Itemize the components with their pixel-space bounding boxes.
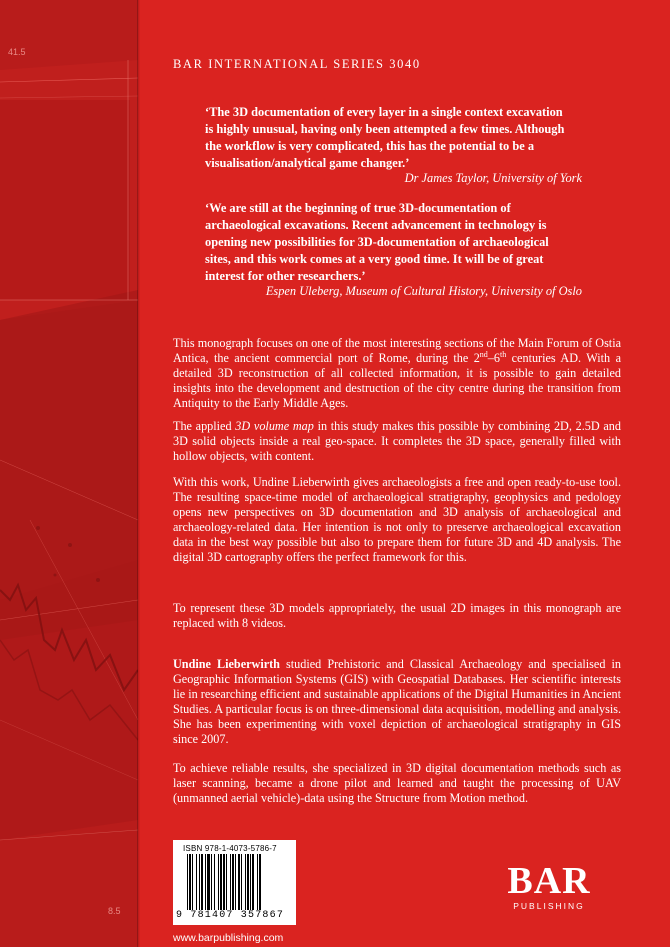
- cover-image-strip: [0, 0, 138, 947]
- paragraph-text: To achieve reliable results, she specialized in 3D digital documentation methods such as laser scanning, became a drone pilot and learned and taught the processing of UAV (unmanned aerial vehicle)-data using the Structure from Motion method.: [173, 761, 621, 806]
- quote-2-attribution: Espen Uleberg, Museum of Cultural History, University of Oslo: [265, 284, 582, 298]
- barcode-icon: [187, 854, 291, 910]
- quote-line: archaeological excavations. Recent advancement in technology is: [205, 218, 547, 232]
- paragraph-text: in this study makes this possible by combining 2D, 2.5D and 3D solid objects inside a real geo-space. It completes the 3D space, generally filled with hollow objects, with content.: [173, 419, 621, 464]
- paragraph-text: –6: [487, 351, 500, 366]
- paragraph-4: [173, 601, 621, 631]
- strip-label-top: 41.5: [8, 47, 26, 57]
- paragraph-text: To represent these 3D models appropriately, the usual 2D images in this monograph are replaced with 8 videos.: [173, 601, 621, 631]
- paragraph-text: centuries AD. With a detailed 3D reconstruction of all collected information, it is possible to gain detailed insights into the development and destruction of the city centre during the transition from Antiquity to the Early Middle Ages.: [173, 351, 621, 411]
- quote-1: [205, 104, 615, 172]
- paragraph-3: [173, 475, 621, 566]
- series-title: BAR INTERNATIONAL SERIES 3040: [173, 57, 421, 71]
- quote-line: is highly unusual, having only been attempted a few times. Although: [205, 122, 565, 136]
- emphasis-term: 3D volume map: [235, 419, 314, 433]
- stratigraphy-visualisation: [0, 0, 138, 947]
- paragraph-2: [173, 419, 621, 464]
- paragraph-6: [173, 761, 621, 806]
- paragraph-text: With this work, Undine Lieberwirth gives archaeologists a free and open ready-to-use tool. The resulting space-time model of archaeological stratigraphy, geophysics and pedology opens new perspectives on 3D documentation and 3D analysis of archaeological and archaeology-related data. Her intention is not only to preserve archaeological excavation data in the best way possible but also to prepare them for future 3D and 4D analysis. The digital 3D cartography offers the perfect framework for this.: [173, 475, 621, 565]
- quote-line: opening new possibilities for 3D-documentation of archaeological: [205, 235, 549, 249]
- quote-line: visualisation/analytical game changer.’: [205, 156, 410, 170]
- quote-2: [205, 200, 615, 285]
- quote-1-attribution: Dr James Taylor, University of York: [404, 171, 582, 185]
- quote-line: ‘The 3D documentation of every layer in a single context excavation: [205, 105, 563, 119]
- logo-subtitle: PUBLISHING: [513, 901, 585, 911]
- quote-line: sites, and this work comes at a very good time. It will be of great: [205, 252, 544, 266]
- isbn-digits: 9 781407 357867: [176, 910, 285, 921]
- isbn-label: ISBN 978-1-4073-5786-7: [183, 844, 277, 853]
- paragraph-text: studied Prehistoric and Classical Archaeology and specialised in Geographic Information Systems (GIS) with Geospatial Databases. Her scientific interests lie in researching efficient and sustainable applications of the Digital Humanities in Ancient Studies. A particular focus is on three-dimensional data acquisition, modelling and analysis. She has been experimenting with voxel depiction of archaeological stratigraphy in GIS since 2007.: [173, 657, 621, 747]
- paragraph-text: The applied: [173, 419, 236, 433]
- bar-publishing-logo: [503, 860, 595, 911]
- logo-wordmark: BAR: [507, 860, 591, 902]
- superscript: th: [499, 350, 507, 360]
- quote-line: interest for other researchers.’: [205, 269, 366, 283]
- isbn-barcode-box: [173, 840, 296, 925]
- paragraph-1: [173, 336, 621, 411]
- author-bio: [173, 657, 621, 748]
- quote-line: the workflow is very complicated, this has the potential to be a: [205, 139, 535, 153]
- quote-line: ‘We are still at the beginning of true 3D-documentation of: [205, 201, 511, 215]
- strip-label-bottom: 8.5: [108, 906, 121, 916]
- website-link[interactable]: www.barpublishing.com: [173, 932, 284, 944]
- superscript: nd: [479, 350, 488, 360]
- author-name: Undine Lieberwirth: [173, 657, 280, 671]
- paragraph-text: This monograph focuses on one of the most interesting sections of the Main Forum of Ostia Antica, the ancient commercial port of Rome, during the 2: [173, 336, 621, 366]
